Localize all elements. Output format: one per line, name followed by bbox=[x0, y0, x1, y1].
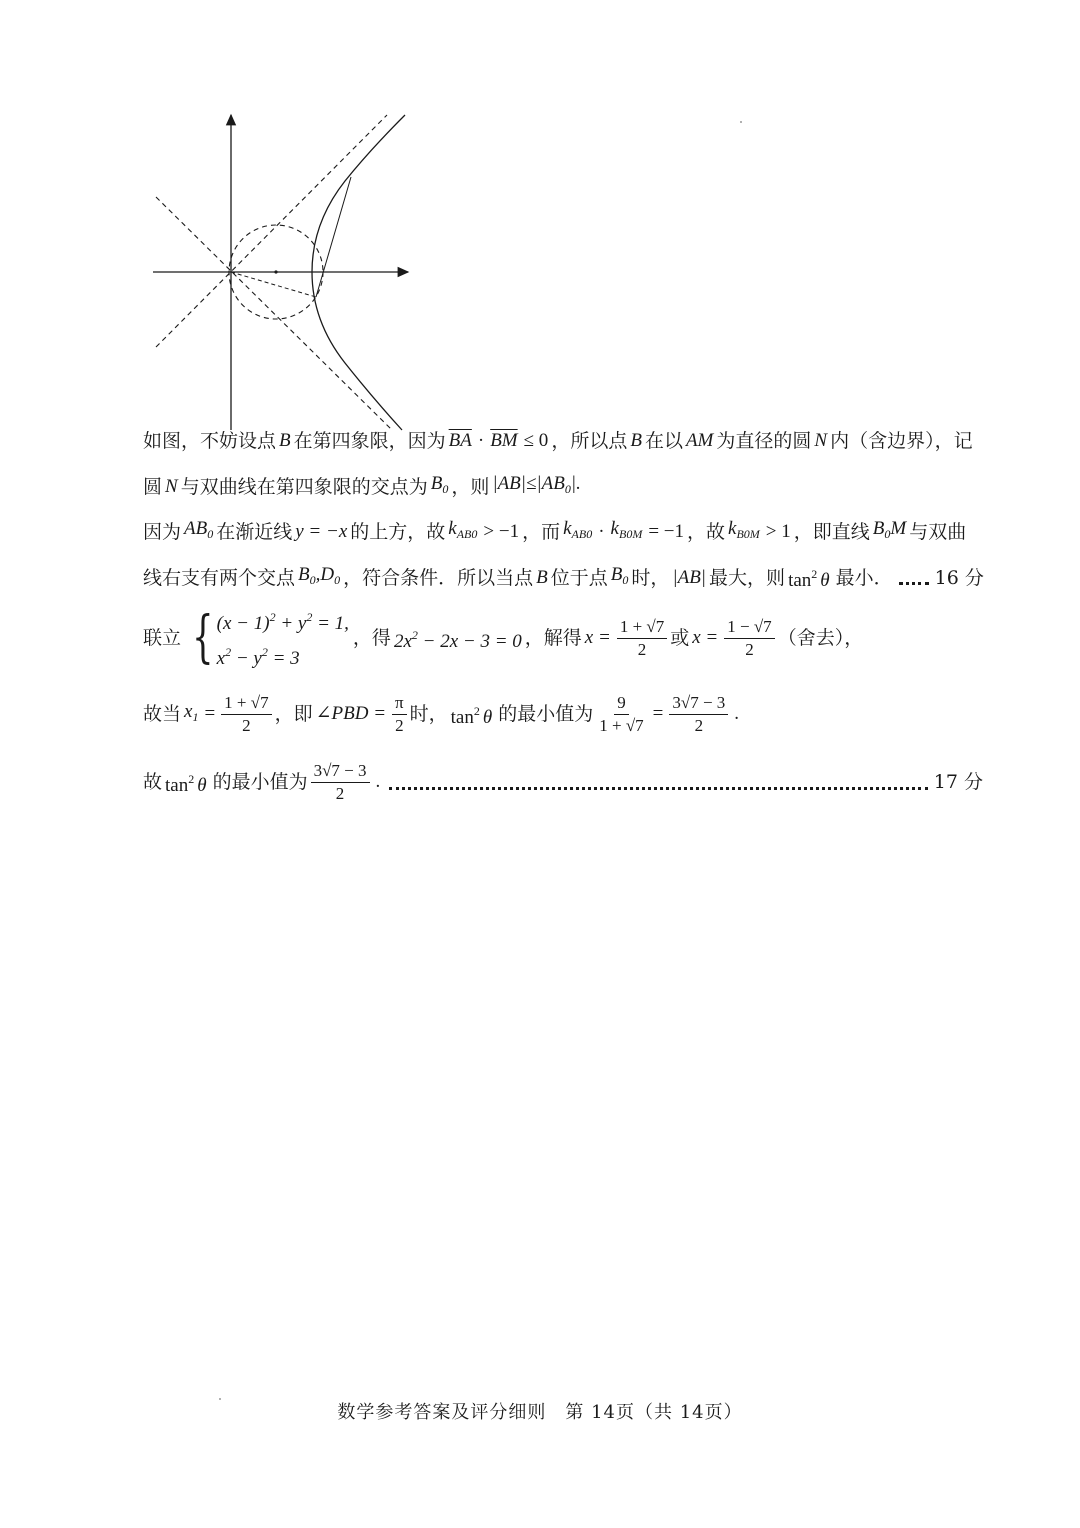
text-line-7: 故 $\tan^2 \theta$ 的最小值为 $\frac{3√7 - 3}{2}$ . 17 分 bbox=[143, 760, 983, 803]
score-leader bbox=[899, 570, 929, 585]
root-1: $\frac{1 + √7}{2}$ bbox=[617, 616, 667, 661]
text-line-2: 圆 N 与双曲线在第四象限的交点为 $B_0$ ，则 $|AB|\le|AB_0|$. bbox=[143, 473, 581, 498]
point-m bbox=[274, 270, 277, 273]
equation-system: { $(x - 1)^2 + y^2 = 1$, $x^2 - y^2 = 3$ bbox=[192, 605, 349, 670]
text-line-3: 因为 $AB_0$ 在渐近线 y = −x 的上方，故 $k_{AB0}$ > −1 ，而 $k_{AB0}$ · $k_{B0M}$ = −1 ，故 $k_{B0M}$ > 1 ，即直线 $B_0M$ 与双曲 bbox=[143, 518, 967, 543]
hyperbola-figure bbox=[140, 105, 430, 435]
root-2: $\frac{1 - √7}{2}$ bbox=[724, 616, 774, 661]
score-leader bbox=[389, 775, 928, 790]
segment-a-b bbox=[231, 272, 316, 297]
text-line-1: 如图，不妨设点 B 在第四象限，因为 $\overline{BA}$ · $\overline{BM}$ ≤ 0 ，所以点 B 在以 AM 为直径的圆 N 内（含边界），记 bbox=[143, 430, 973, 452]
page-footer: 数学参考答案及评分细则 第 14页（共 14页） bbox=[337, 1402, 743, 1423]
segment-b-p bbox=[316, 177, 351, 297]
text-line-6: 故当 $x_1$ = $\frac{1 + √7}{2}$ ，即 ∠PBD = $\frac{\pi}{2}$ 时， $\tan^2 \theta$ 的最小值为 $\frac{9}{1 + √7}$ = $\frac{3√7 - 3}{2}$ . bbox=[143, 692, 740, 735]
asymptote-negative bbox=[156, 197, 392, 430]
text-line-4: 线右支有两个交点 $B_0,D_0$ ，符合条件．所以当点 B 位于点 $B_0$ 时， |AB| 最大，则 $\tan^2 \theta$ 最小． 16 分 bbox=[143, 564, 984, 591]
speck bbox=[740, 121, 742, 123]
score-17: 17 分 bbox=[933, 771, 983, 793]
text-line-5: 联立 { $(x - 1)^2 + y^2 = 1$, $x^2 - y^2 = 3$ ，得 $2x^2 - 2x - 3 = 0$ ，解得 x = $\frac{1 + √7}{2}$ 或 x = $\frac{1 - √7}{2}$ （舍去）， bbox=[143, 608, 983, 668]
score-16: 16 分 bbox=[934, 566, 984, 589]
